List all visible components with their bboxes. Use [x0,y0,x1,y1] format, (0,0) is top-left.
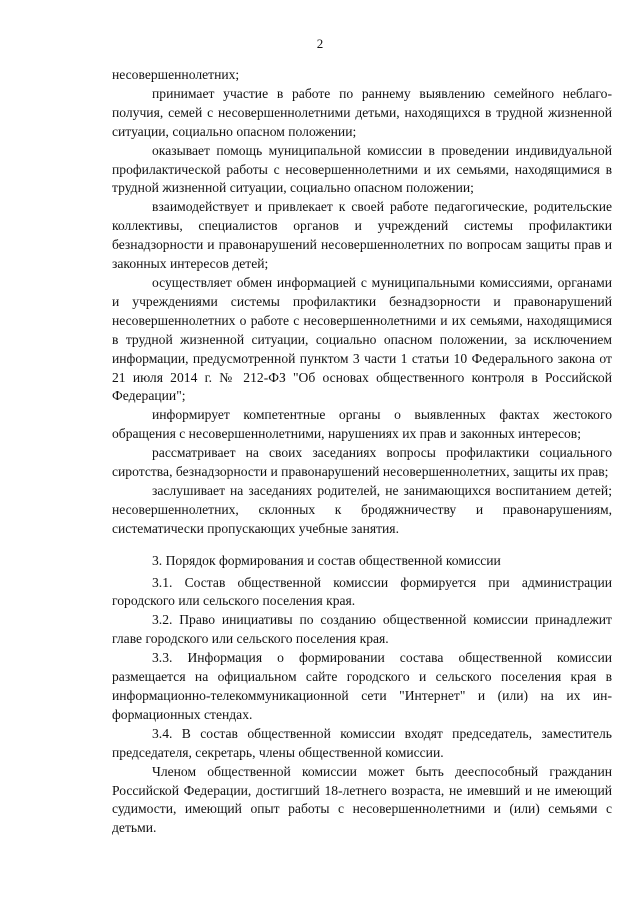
section-heading: 3. Порядок формирования и состав общественной комиссии [152,552,501,568]
paragraph-membership: Членом общественной комиссии может быть дееспособный гражданин Российской Федерации, достигший 18-летнего возраста, не имевший и не имеющий судимости, имеющий опыт работы с несовершеннолетними и (или) семьями с детьми. [112,763,612,836]
paragraph-hearing-parents: заслушивает на заседаниях родителей, не занимающихся воспитанием детей; несовершеннолетних, склонных к бродяжничеству и правонарушениям, систематически пропускающих учебные занятия. [112,482,612,536]
paragraph-early-detection: принимает участие в работе по раннему выявлению семейного неблагополучия, семей с несовершеннолетними детьми, находящихся в трудной жизненной ситуации, социально опасном положении; [112,85,612,139]
paragraph-informing: информирует компетентные органы о выявленных фактах жестокого обращения с несовершеннолетними, нарушениях их прав и законных интересов; [112,407,612,442]
paragraph-continuation: несовершеннолетних; [112,67,240,82]
paragraph-3-3: 3.3. Информация о формировании состава общественной комиссии размещается на официальном сайте городского и сельского поселения края в информационно-телекоммуникационной сети "Интернет" и (или) на их информационных стендах. [112,650,612,722]
paragraph-3-4: 3.4. В состав общественной комиссии входят председатель, заместитель председателя, секретарь, члены общественной комиссии. [112,725,612,760]
paragraph-reviewing: рассматривает на своих заседаниях вопросы профилактики социального сиротства, безнадзорности и правонарушений несовершеннолетних, защиты их прав; [112,445,612,480]
document-body [112,66,612,838]
paragraph-3-2: 3.2. Право инициативы по созданию общественной комиссии принадлежит главе городского или сельского поселения края. [112,612,612,647]
paragraph-interaction: взаимодействует и привлекает к своей работе педагогические, родительские коллективы, специалистов органов и учреждений системы профилактики безнадзорности и правонарушений несовершеннолетних по вопросам защиты прав и законных интересов детей; [112,199,612,272]
paragraph-assistance: оказывает помощь муниципальной комиссии в проведении индивидуальной профилактической работы с несовершеннолетними и их семьями, находящимися в трудной жизненной ситуации, социально опасном положении; [112,142,612,196]
paragraph-3-1: 3.1. Состав общественной комиссии формируется при администрации городского или сельского поселения края. [112,574,612,609]
paragraph-information-exchange: осуществляет обмен информацией с муниципальными комиссиями, органами и учреждениями системы профилактики безнадзорности и правонарушений несовершеннолетних о работе с несовершеннолетними и их семьями, находящимися в трудной жизненной ситуации, социально опасном положении, за исключением информации, предусмотренной пунктом 3 части 1 статьи 10 Федерального закона от 21 июля 2014 г. № 212-ФЗ "Об основах общественного контроля в Российской Федерации"; [112,274,612,404]
page-number: 2 [316,36,324,51]
